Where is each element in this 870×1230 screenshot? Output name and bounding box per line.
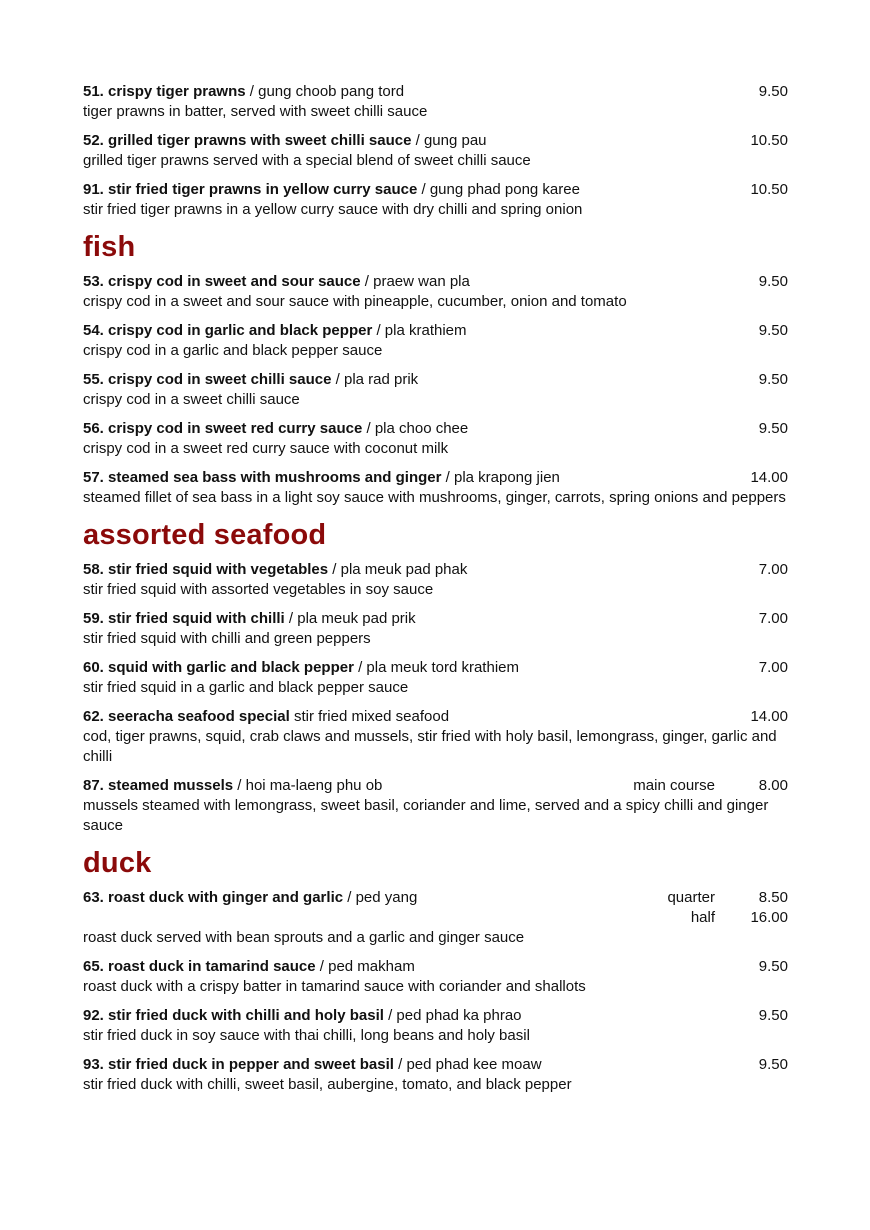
item-price: 8.50 (758, 889, 788, 906)
menu-item-52 (83, 131, 788, 171)
item-description: tiger prawns in batter, served with sweet chilli sauce (83, 103, 428, 120)
item-description: stir fried squid with assorted vegetables in soy sauce (83, 581, 434, 598)
menu-item-91 (83, 180, 788, 220)
menu-item-54 (83, 321, 788, 361)
item-description: roast duck with a crispy batter in tamarind sauce with coriander and shallots (83, 978, 586, 995)
item-thai-name: / pla rad prik (331, 371, 419, 388)
item-thai-name: / pla krathiem (372, 322, 467, 339)
item-thai-name: / pla meuk pad prik (284, 610, 416, 627)
item-name: 63. roast duck with ginger and garlic (83, 889, 344, 906)
section-heading: duck (83, 847, 152, 879)
item-price: 9.50 (758, 83, 788, 100)
menu-item-60 (83, 658, 788, 698)
item-description: cod, tiger prawns, squid, crab claws and mussels, stir fried with holy basil, lemongrass, ginger, garlic and chilli (83, 728, 777, 765)
item-description: stir fried tiger prawns in a yellow curry sauce with dry chilli and spring onion (83, 201, 583, 218)
item-description: stir fried duck with chilli, sweet basil, aubergine, tomato, and black pepper (83, 1076, 572, 1093)
section-fish (83, 230, 788, 508)
item-price: 9.50 (758, 420, 788, 437)
item-price: 9.50 (758, 322, 788, 339)
item-name: 60. squid with garlic and black pepper (83, 659, 354, 676)
item-thai-name: / gung phad pong karee (417, 181, 580, 198)
item-description: mussels steamed with lemongrass, sweet basil, coriander and lime, served and a spicy chilli and ginger sauce (83, 797, 769, 834)
item-thai-name: / gung choob pang tord (245, 83, 405, 100)
item-name: 93. stir fried duck in pepper and sweet basil (83, 1056, 394, 1073)
item-price: 9.50 (758, 1056, 788, 1073)
item-price: 8.00 (758, 777, 788, 794)
item-name: 56. crispy cod in sweet red curry sauce (83, 420, 363, 437)
item-price: 7.00 (758, 561, 788, 578)
section-duck (83, 846, 788, 1095)
section-prawns (83, 82, 788, 220)
item-name: 55. crispy cod in sweet chilli sauce (83, 371, 332, 388)
item-description: stir fried squid in a garlic and black pepper sauce (83, 679, 409, 696)
menu-item-53 (83, 272, 788, 312)
menu-page (83, 82, 788, 1104)
item-thai-name: / ped yang (343, 889, 418, 906)
item-thai-name: / hoi ma-laeng phu ob (233, 777, 383, 794)
menu-item-62 (83, 707, 788, 767)
item-description: roast duck served with bean sprouts and a garlic and ginger sauce (83, 929, 525, 946)
section-heading: fish (83, 231, 136, 263)
menu-item-63 (83, 888, 788, 948)
item-price: 10.50 (750, 132, 788, 149)
item-thai-name: / ped makham (315, 958, 415, 975)
item-thai-name: / pla choo chee (362, 420, 469, 437)
item-name: 57. steamed sea bass with mushrooms and ginger (83, 469, 442, 486)
item-name: 91. stir fried tiger prawns in yellow curry sauce (83, 181, 418, 198)
item-name: 52. grilled tiger prawns with sweet chilli sauce (83, 132, 412, 149)
menu-item-59 (83, 609, 788, 649)
item-size: quarter (667, 889, 715, 906)
item-price: 9.50 (758, 1007, 788, 1024)
item-name: 53. crispy cod in sweet and sour sauce (83, 273, 361, 290)
section-assorted-seafood (83, 518, 788, 836)
item-name: 62. seeracha seafood special (83, 708, 290, 725)
item-thai-name: / gung pau (411, 132, 487, 149)
item-description: crispy cod in a garlic and black pepper sauce (83, 342, 383, 359)
menu-item-93 (83, 1055, 788, 1095)
item-description: crispy cod in a sweet chilli sauce (83, 391, 300, 408)
item-thai-name: / pla meuk tord krathiem (353, 659, 519, 676)
item-thai-name: / pla krapong jien (441, 469, 560, 486)
menu-item-92 (83, 1006, 788, 1046)
item-price: 14.00 (750, 708, 788, 725)
menu-item-58 (83, 560, 788, 600)
item-price: 14.00 (750, 469, 788, 486)
item-thai-name: stir fried mixed seafood (289, 708, 450, 725)
menu-item-56 (83, 419, 788, 459)
item-thai-name: / ped phad kee moaw (393, 1056, 542, 1073)
menu-item-87 (83, 776, 788, 836)
item-description: grilled tiger prawns served with a special blend of sweet chilli sauce (83, 152, 531, 169)
item-description: crispy cod in a sweet red curry sauce with coconut milk (83, 440, 449, 457)
item-description: stir fried squid with chilli and green peppers (83, 630, 371, 647)
item-price: 9.50 (758, 273, 788, 290)
item-price-secondary: 16.00 (750, 909, 788, 926)
item-price: 9.50 (758, 371, 788, 388)
item-name: 65. roast duck in tamarind sauce (83, 958, 316, 975)
menu-item-51 (83, 82, 788, 122)
item-name: 58. stir fried squid with vegetables (83, 561, 329, 578)
item-size: main course (633, 777, 715, 794)
menu-item-57 (83, 468, 788, 508)
menu-item-65 (83, 957, 788, 997)
item-thai-name: / pla meuk pad phak (328, 561, 468, 578)
item-name: 51. crispy tiger prawns (83, 83, 246, 100)
item-thai-name: / praew wan pla (360, 273, 470, 290)
menu-item-55 (83, 370, 788, 410)
item-description: crispy cod in a sweet and sour sauce with pineapple, cucumber, onion and tomato (83, 293, 627, 310)
item-description: steamed fillet of sea bass in a light soy sauce with mushrooms, ginger, carrots, spring onions and peppers (83, 489, 786, 506)
item-name: 54. crispy cod in garlic and black pepper (83, 322, 373, 339)
item-thai-name: / ped phad ka phrao (383, 1007, 522, 1024)
item-price: 10.50 (750, 181, 788, 198)
section-heading: assorted seafood (83, 519, 327, 551)
item-name: 87. steamed mussels (83, 777, 234, 794)
item-price: 9.50 (758, 958, 788, 975)
item-name: 59. stir fried squid with chilli (83, 610, 285, 627)
item-description: stir fried duck in soy sauce with thai chilli, long beans and holy basil (83, 1027, 530, 1044)
item-price: 7.00 (758, 659, 788, 676)
item-name: 92. stir fried duck with chilli and holy basil (83, 1007, 384, 1024)
item-price: 7.00 (758, 610, 788, 627)
item-size-secondary: half (690, 909, 715, 926)
